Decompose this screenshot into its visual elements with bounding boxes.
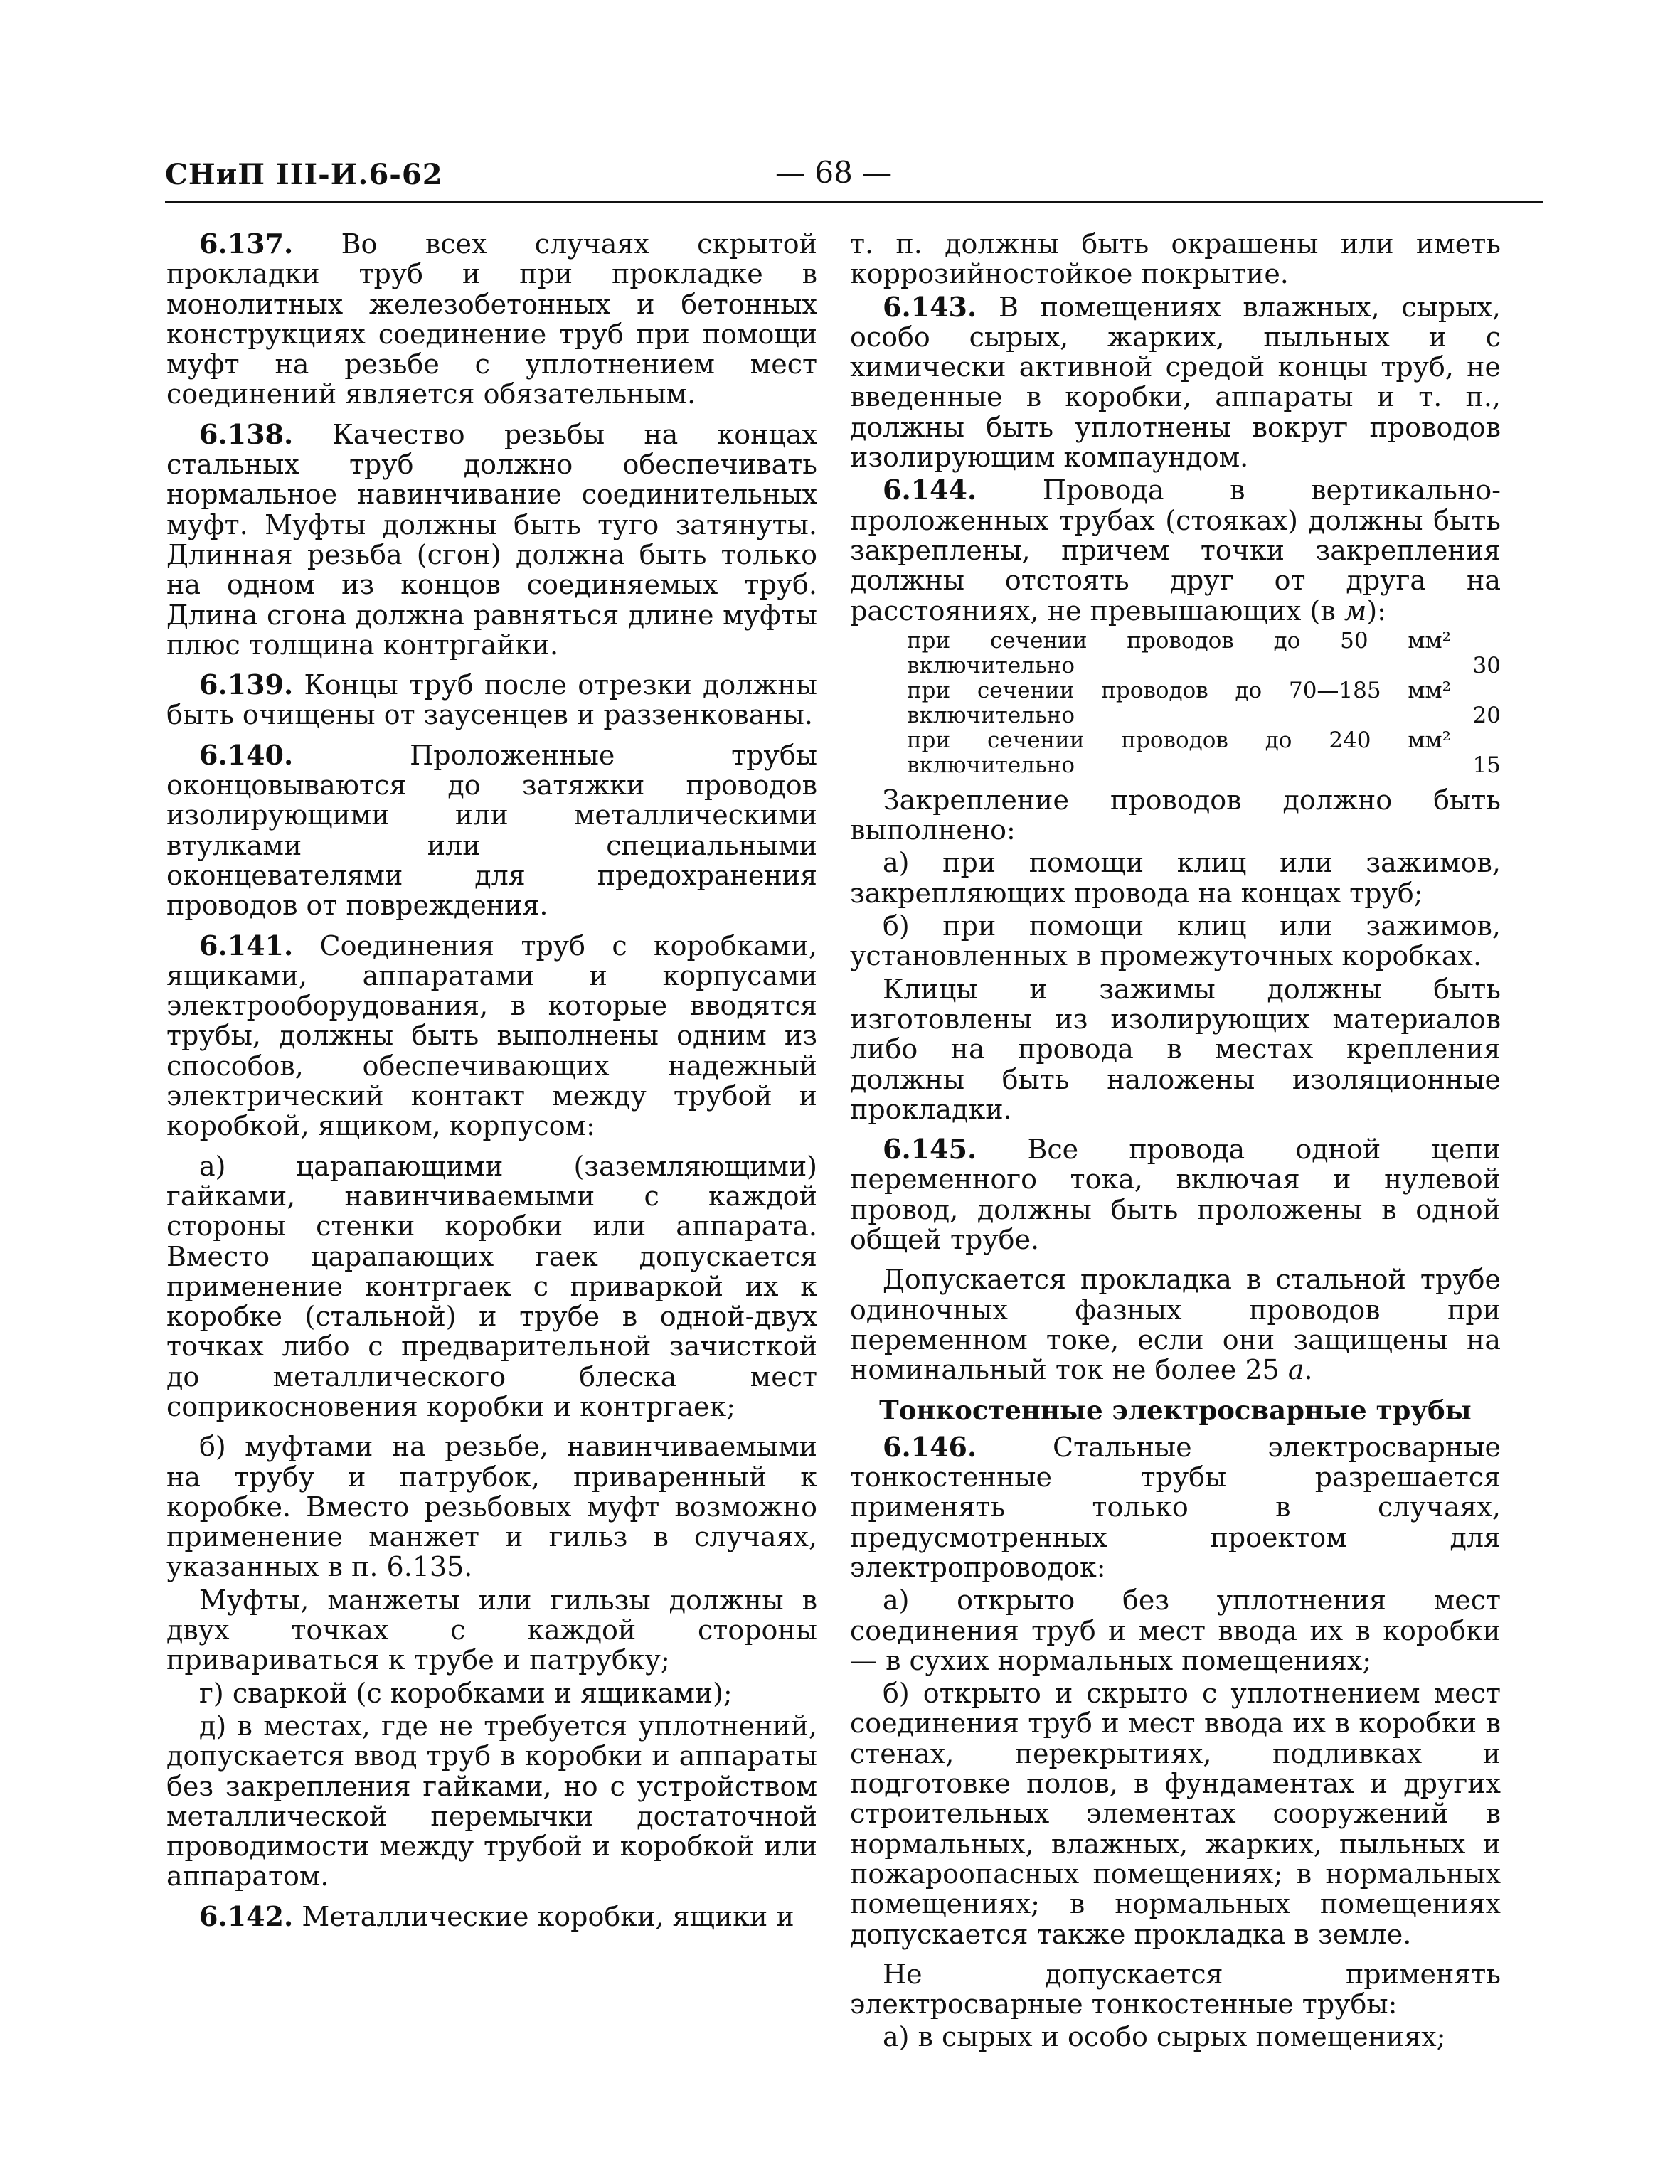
table-cell-value: 15 xyxy=(1472,752,1501,778)
table-cell-condition: при сечении проводов до 70—185 мм² включительно xyxy=(907,677,1451,728)
paragraph-6-145 xyxy=(850,1134,1501,1255)
paragraph-6-142-continued: т. п. должны быть окрашены или иметь коррозийностойкое покрытие. xyxy=(850,228,1501,290)
list-item-a: а) открыто без уплотнения мест соединения труб и мест ввода их в коробки — в сухих нормальных помещениях; xyxy=(850,1584,1501,1676)
list-item-g: г) сваркой (с коробками и ящиками); xyxy=(199,1677,733,1709)
list-item-b: б) при помощи клиц или зажимов, установленных в промежуточных коробках. xyxy=(850,910,1501,972)
paragraph-6-141 xyxy=(166,931,817,1141)
table-cell-value: 30 xyxy=(1472,652,1501,678)
paragraph-text: Проложенные трубы оконцовываются до затяжки проводов изолирующими или металлическими втулками или специальными оконцевателями для предохранения проводов от повреждения. xyxy=(166,739,817,922)
paragraph-text: Провода в вертикально-проложенных трубах (стояках) должны быть закреплены, причем точки закрепления должны отстоять друг от друга на расстояниях, не превышающих (в xyxy=(850,474,1501,627)
table-cell-condition: при сечении проводов до 50 мм² включительно xyxy=(907,627,1451,678)
paragraph-number: 6.139. xyxy=(199,668,294,701)
header-rule xyxy=(165,201,1543,203)
list-item-d: д) в местах, где не требуется уплотнений, допускается ввод труб в коробки и аппараты без закрепления гайками, но с устройством металлической перемычки достаточной проводимости между трубой и коробкой или аппаратом. xyxy=(166,1710,817,1892)
table-row xyxy=(850,629,1501,678)
paragraph-text-end: . xyxy=(1304,1354,1313,1386)
paragraph-number: 6.141. xyxy=(199,929,294,962)
paragraph-6-143 xyxy=(850,292,1501,473)
paragraph-couplings: Муфты, манжеты или гильзы должны в двух точках с каждой стороны привариваться к трубе и патрубку; xyxy=(166,1584,817,1676)
list-item-a: а) при помощи клиц или зажимов, закрепляющих провода на концах труб; xyxy=(850,847,1501,909)
paragraph-6-140 xyxy=(166,740,817,921)
paragraph-number: 6.138. xyxy=(199,417,294,450)
paragraph-number: 6.137. xyxy=(199,228,294,260)
paragraph-6-146 xyxy=(850,1432,1501,1582)
left-column xyxy=(166,229,817,1941)
paragraph-text: Соединения труб с коробками, ящиками, аппаратами и корпусами электрооборудования, в которые вводятся трубы, должны быть выполнены одним из способов, обеспечивающих надежный электрический контакт между трубой и коробкой, ящиком, корпусом: xyxy=(166,929,817,1142)
paragraph-text: Стальные электросварные тонкостенные трубы разрешается применять только в случаях, предусмотренных проектом для электропроводок: xyxy=(850,1431,1501,1583)
paragraph-fixing: Закрепление проводов должно быть выполнено: xyxy=(850,784,1501,846)
right-column xyxy=(850,229,1501,2055)
paragraph-text-end: ): xyxy=(1366,595,1386,627)
unit-label: а xyxy=(1287,1354,1304,1386)
paragraph-6-138 xyxy=(166,417,817,661)
table-cell-value: 20 xyxy=(1472,702,1501,728)
paragraph-6-137 xyxy=(166,229,817,410)
list-item-a: а) в сырых и особо сырых помещениях; xyxy=(883,2021,1446,2053)
paragraph-allowed xyxy=(850,1264,1501,1385)
paragraph-number: 6.142. xyxy=(199,1900,294,1932)
paragraph-number: 6.143. xyxy=(883,290,977,323)
list-item-b: б) муфтами на резьбе, навинчиваемыми на трубу и патрубок, приваренный к коробке. Вместо резьбовых муфт возможно применение манжет и гильз в случаях, указанных в п. 6.135. xyxy=(166,1431,817,1583)
list-item-a: а) царапающими (заземляющими) гайками, навинчиваемыми с каждой стороны стенки коробки или аппарата. Вместо царапающих гаек допускается применение контргаек с приваркой их к коробке (стальной) и трубе в одной-двух точках либо с предварительной зачисткой до металлического блеска мест соприкосновения коробки и контргаек; xyxy=(166,1150,817,1422)
paragraph-6-144 xyxy=(850,475,1501,625)
paragraph-text: Все провода одной цепи переменного тока, включая и нулевой провод, должны быть проложены в одной общей трубе. xyxy=(850,1134,1501,1256)
paragraph-clips: Клицы и зажимы должны быть изготовлены из изолирующих материалов либо на провода в местах крепления должны быть наложены изоляционные прокладки. xyxy=(850,973,1501,1125)
paragraph-text: В помещениях влажных, сырых, особо сырых, жарких, пыльных и с химически активной средой концы труб, не введенные в коробки, аппараты и т. п., должны быть уплотнены вокруг проводов изолирующим компаундом. xyxy=(850,291,1501,474)
unit-label: м xyxy=(1344,595,1367,627)
paragraph-text: Во всех случаях скрытой прокладки труб и при прокладке в монолитных железобетонных и бетонных конструкциях соединение труб при помощи муфт на резьбе с уплотнением мест соединений является обязательным. xyxy=(166,228,817,410)
paragraph-number: 6.144. xyxy=(883,474,977,506)
paragraph-text: Качество резьбы на концах стальных труб должно обеспечивать нормальное навинчивание соединительных муфт. Муфты должны быть туго затянуты. Длинная резьба (сгон) должна быть только на одном из концов соединяемых труб. Длина сгона должна равняться длине муфты плюс толщина контргайки. xyxy=(166,418,817,661)
table-row xyxy=(850,678,1501,728)
table-row xyxy=(850,728,1501,778)
paragraph-number: 6.140. xyxy=(199,738,294,771)
paragraph-number: 6.145. xyxy=(883,1133,977,1166)
paragraph-not-allowed: Не допускается применять электросварные тонкостенные трубы: xyxy=(850,1958,1501,2020)
section-heading: Тонкостенные электросварные трубы xyxy=(879,1394,1472,1426)
distance-table xyxy=(850,629,1501,778)
document-code: СНиП III-И.6-62 xyxy=(165,158,443,191)
paragraph-number: 6.146. xyxy=(883,1430,977,1463)
paragraph-text: Допускается прокладка в стальной трубе одиночных фазных проводов при переменном токе, если они защищены на номинальный ток не более 25 xyxy=(850,1264,1501,1386)
page-number: — 68 — xyxy=(775,155,893,190)
paragraph-text: Концы труб после отрезки должны быть очищены от заусенцев и раззенкованы. xyxy=(166,669,817,731)
paragraph-text: Металлические коробки, ящики и xyxy=(302,1900,794,1932)
table-cell-condition: при сечении проводов до 240 мм² включительно xyxy=(907,727,1451,778)
list-item-b: б) открыто и скрыто с уплотнением мест соединения труб и мест ввода их в коробки в стенах, перекрытиях, подливках и подготовке полов, в фундаментах и других строительных элементах сооружений в нормальных, влажных, жарких, пыльных и пожароопасных помещениях; в нормальных помещениях; в нормальных помещениях допускается также прокладка в земле. xyxy=(850,1678,1501,1950)
paragraph-6-139 xyxy=(166,670,817,730)
paragraph-6-142 xyxy=(166,1902,817,1932)
